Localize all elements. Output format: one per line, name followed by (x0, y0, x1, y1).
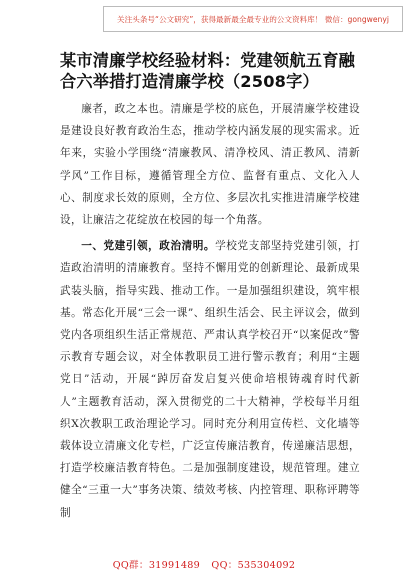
contact-footer (0, 557, 408, 571)
qq-number-text: QQ：535304092 (211, 560, 296, 571)
document-body (60, 98, 360, 524)
intro-paragraph: 廉者，政之本也。清廉是学校的底色，开展清廉学校建设是建设良好教育政治生态，推动学校内涵发展的现实需求。近年来，实验小学围绕“清廉教风、清净校风、清正教风、清新学风”工作目标，遵循管理全方位、监督有重点、文化入人心、制度求长效的原则，全方位、多层次扎实推进清廉学校建设，让廉洁之花绽放在校园的每一个角落。 (60, 103, 360, 227)
document-title (60, 50, 360, 92)
promo-banner-text: 关注头条号“公文研究”，获得最新最全最专业的公文资料库！ 微信：gongwenyj (117, 14, 389, 24)
section-1-body: 学校党支部坚持党建引领，打造政治清明的清廉教育。坚持不懈用党的创新理论、最新成果武装头脑，指导实践、推动工作。一是加强组织建设，筑牢根基。常态化开展“三会一课”、组织生活会、民主评议会，做到党内各项组织生活正常规范、严肃认真学校召开“以案促改”警示教育专题会议，对全体教职员工进行警示教育；利用“主题党日”活动，开展“踔厉奋发启复兴使命培根铸魂育时代新人”主题教育活动，深入贯彻党的二十大精神，学校每半月组织X次教职工政治理论学习。同时充分利用宣传栏、文化墙等载体设立清廉文化专栏，广泛宣传廉洁教育，传递廉洁思想，打造学校廉洁教育特色。二是加强制度建设，规范管理。建立健全“三重一大”事务决策、绩效考核、内控管理、职称评聘等制 (60, 240, 360, 519)
section-1-paragraph (60, 235, 360, 524)
qq-group-text: QQ群：31991489 (112, 560, 201, 571)
title-line-2: 合六举措打造清廉学校（2508字） (60, 72, 319, 91)
title-line-1: 某市清廉学校经验材料：党建领航五育融 (60, 51, 355, 70)
promo-banner (103, 6, 403, 32)
section-1-heading: 一、党建引领，政治清明。 (81, 240, 216, 253)
